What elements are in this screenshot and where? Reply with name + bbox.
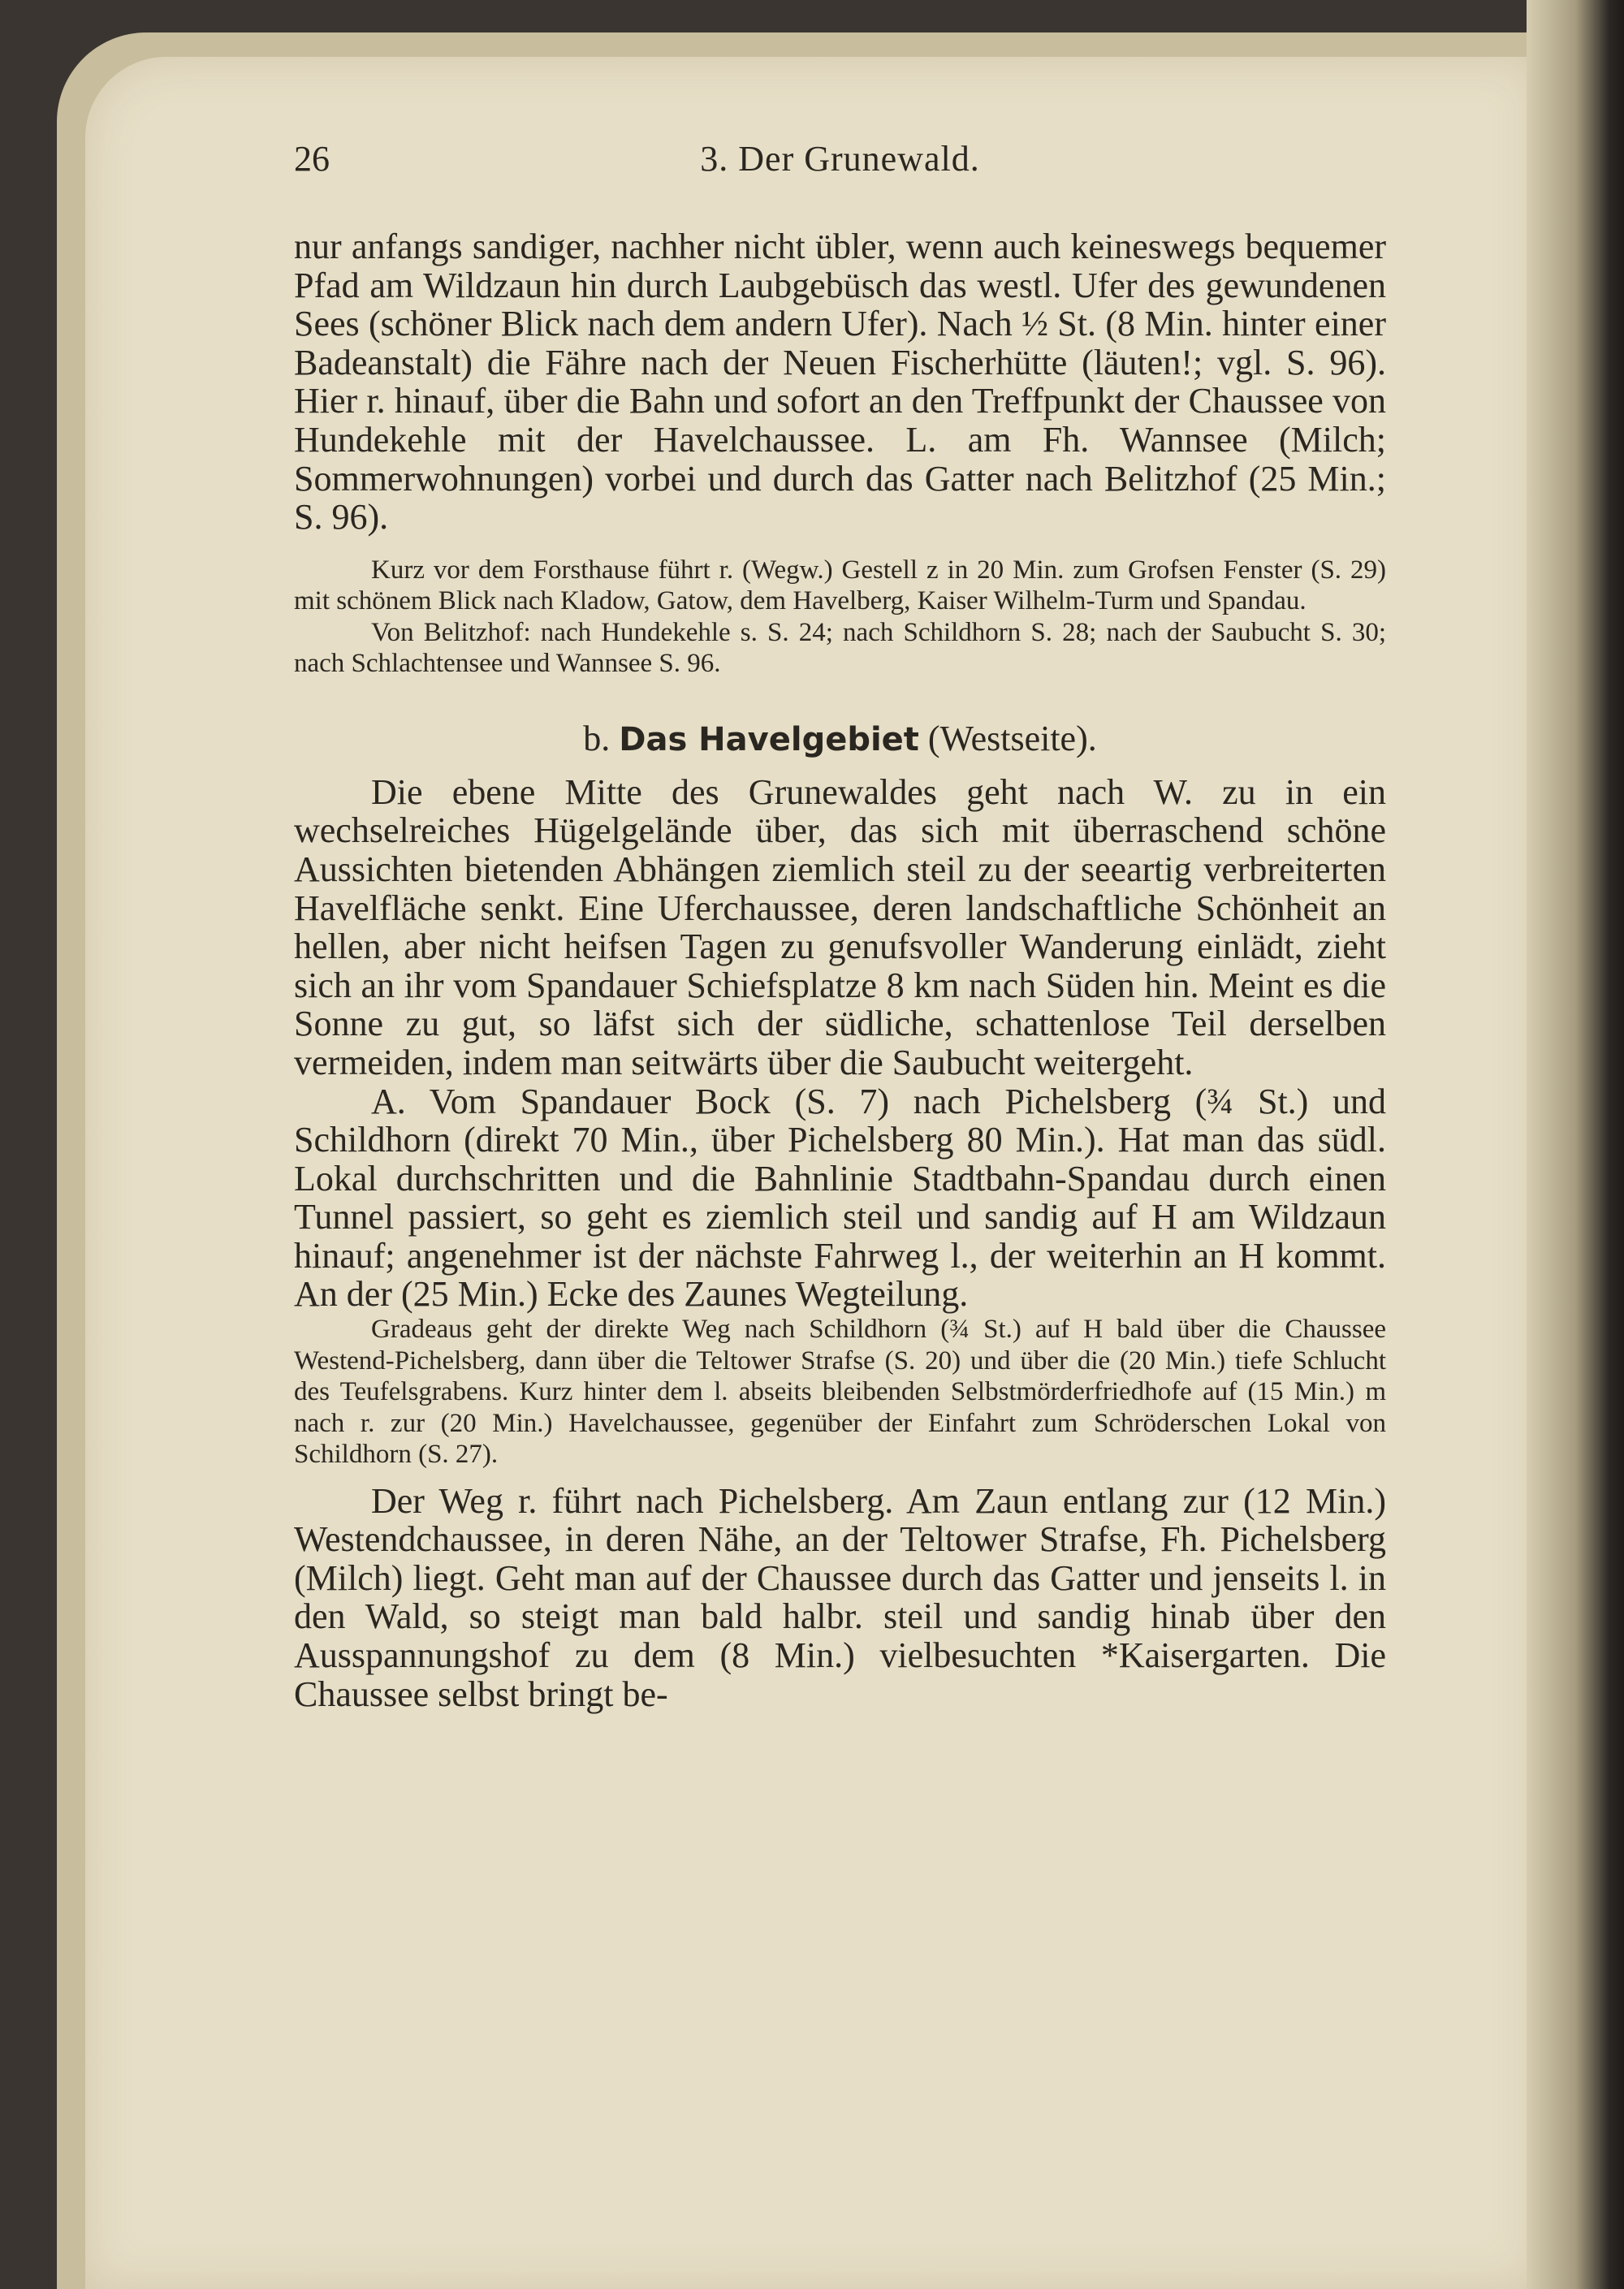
note-forsthaus: Kurz vor dem Forsthause führt r. (Wegw.) Gestell z in 20 Min. zum Grofsen Fenster (S. 29) mit schönem Blick nach Kladow, Gatow, dem Havelberg, Kaiser Wilhelm-Turm und Spandau. xyxy=(294,555,1386,616)
page-content xyxy=(294,122,1386,1713)
paragraph-route-a: A. Vom Spandauer Bock (S. 7) nach Pichelsberg (¾ St.) und Schildhorn (direkt 70 Min., über Pichelsberg 80 Min.). Hat man das südl. Lokal durchschritten und die Bahnlinie Stadtbahn-Spandau durch einen Tunnel passiert, so geht es ziemlich steil und sandig auf H am Wildzaun hinauf; angenehmer ist der nächste Fahrweg l., der weiterhin an H kommt. An der (25 Min.) Ecke des Zaunes Wegteilung. xyxy=(294,1081,1386,1315)
section-title: Das Havelgebiet xyxy=(619,720,919,758)
section-heading xyxy=(294,719,1386,760)
page-header xyxy=(294,122,1386,187)
book-gutter xyxy=(1527,0,1624,2289)
running-head: 3. Der Grunewald. xyxy=(700,139,980,179)
paragraph-havelgebiet: Die ebene Mitte des Grunewaldes geht nach W. zu in ein wechselreiches Hügelgelände über, das sich mit überraschend schöne Aussichten bietenden Abhängen ziemlich steil zu der seeartig verbreiterten Havelfläche senkt. Eine Uferchaussee, deren landschaftliche Schönheit an hellen, aber nicht heifsen Tagen zu genufsvoller Wanderung einlädt, zieht sich an ihr vom Spandauer Schiefsplatze 8 km nach Süden hin. Meint es die Sonne zu gut, so läfst sich der südliche, schattenlose Teil derselben vermeiden, indem man seitwärts über die Saubucht weitergeht. xyxy=(294,771,1386,1082)
section-prefix: b. xyxy=(583,718,611,758)
page-number: 26 xyxy=(294,139,330,179)
paragraph-pichelsberg: Der Weg r. führt nach Pichelsberg. Am Zaun entlang zur (12 Min.) Westendchaussee, in deren Nähe, an der Teltower Strafse, Fh. Pichelsberg (Milch) liegt. Geht man auf der Chaussee durch das Gatter und jenseits l. in den Wald, so steigt man bald halbr. steil und sandig hinab über den Ausspannungshof zu dem (8 Min.) vielbesuchten *Kaisergarten. Die Chaussee selbst bringt be- xyxy=(294,1480,1386,1714)
note-direkter-weg: Gradeaus geht der direkte Weg nach Schildhorn (¾ St.) auf H bald über die Chaussee Westend-Pichelsberg, dann über die Teltower Strafse (S. 20) und über die (20 Min.) tiefe Schlucht des Teufelsgrabens. Kurz hinter dem l. abseits bleibenden Selbstmörderfriedhofe auf (15 Min.) m nach r. zur (20 Min.) Havelchaussee, gegenüber der Einfahrt zum Schröderschen Lokal von Schildhorn (S. 27). xyxy=(294,1315,1386,1470)
note-belitzhof: Von Belitzhof: nach Hundekehle s. S. 24; nach Schildhorn S. 28; nach der Saubucht S. 30; nach Schlachtensee und Wannsee S. 96. xyxy=(294,617,1386,679)
paragraph-1: nur anfangs sandiger, nachher nicht übler, wenn auch keineswegs bequemer Pfad am Wildzaun hin durch Laubgebüsch das westl. Ufer des gewundenen Sees (schöner Blick nach dem andern Ufer). Nach ½ St. (8 Min. hinter einer Badeanstalt) die Fähre nach der Neuen Fischerhütte (läuten!; vgl. S. 96). Hier r. hinauf, über die Bahn und sofort an den Treffpunkt der Chaussee von Hundekehle mit der Havelchaussee. L. am Fh. Wannsee (Milch; Sommerwohnungen) vorbei und durch das Gatter nach Belitzhof (25 Min.; S. 96). xyxy=(294,227,1386,538)
section-suffix: (Westseite). xyxy=(927,718,1097,758)
